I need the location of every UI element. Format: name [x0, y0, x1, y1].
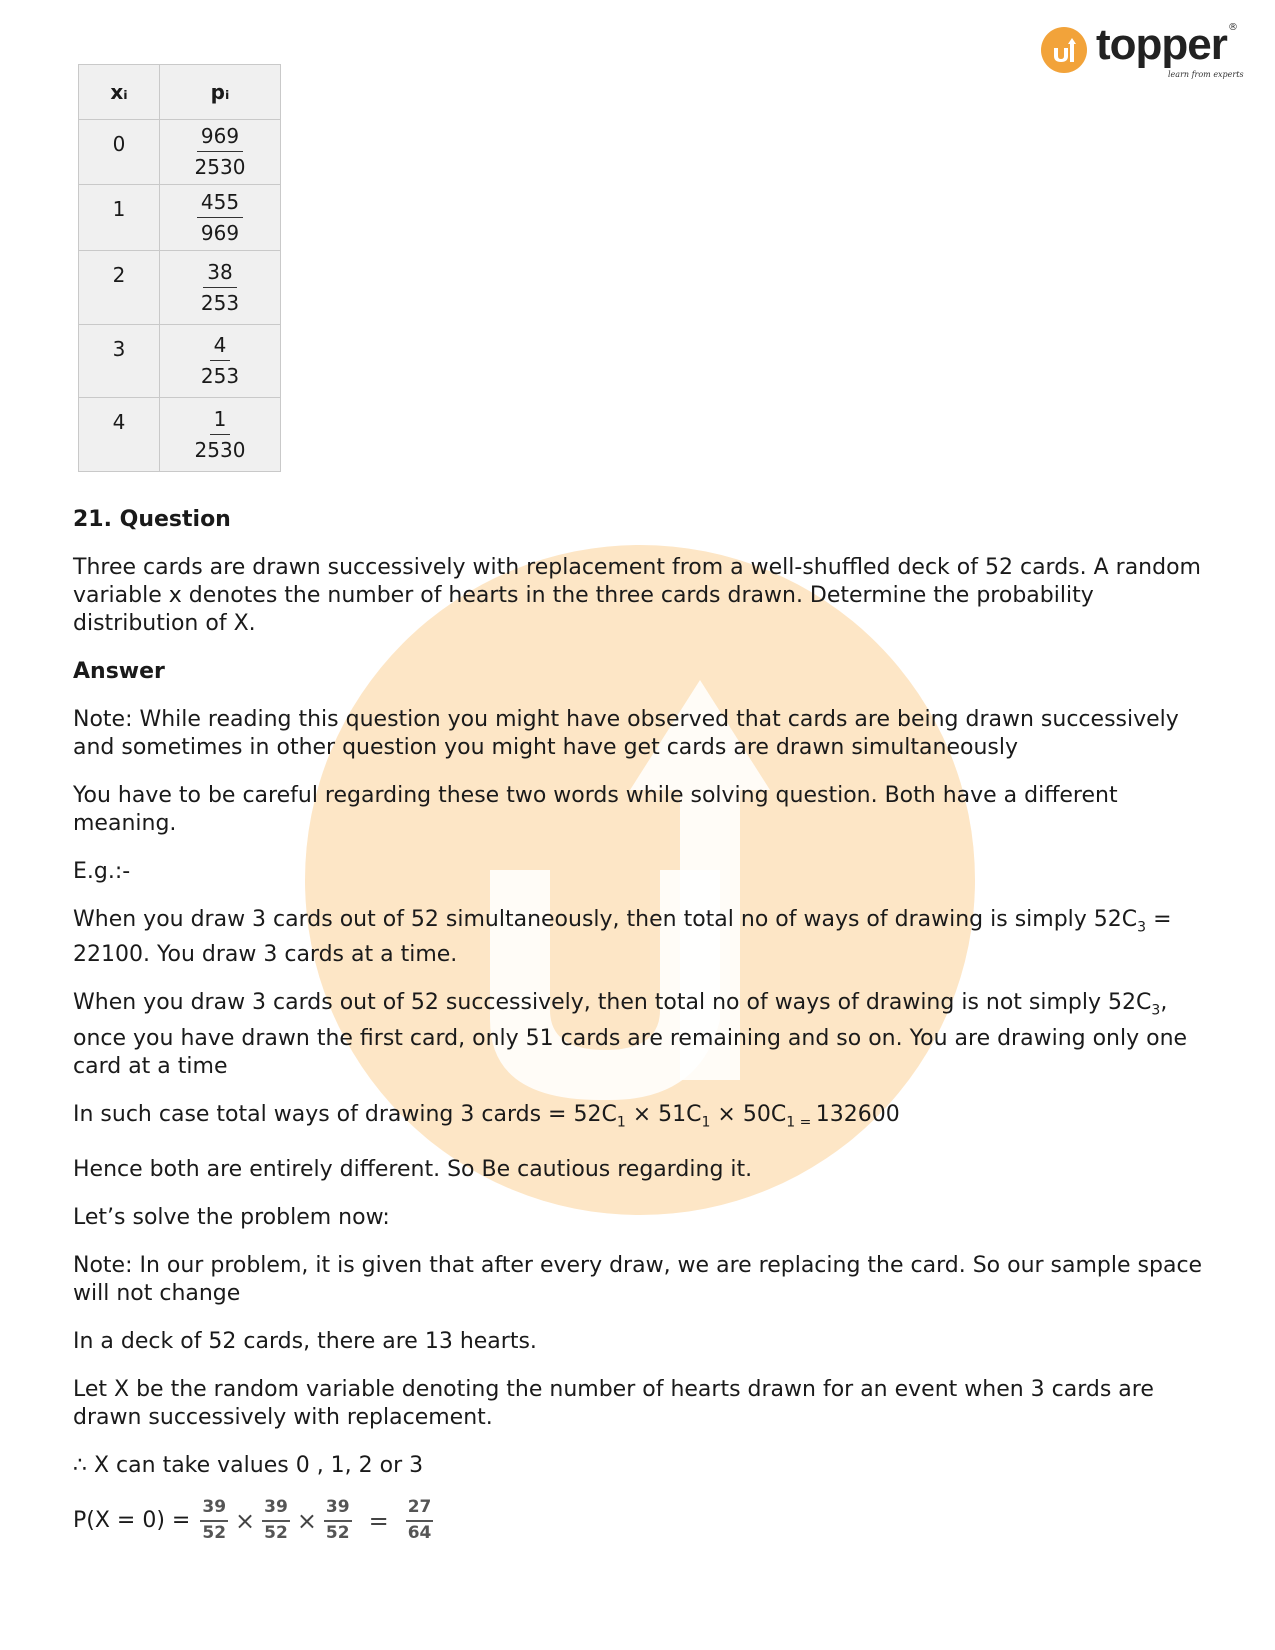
- text-span: , once you have drawn the first card, only 51 cards are remaining and so on. You are drawing only one card at a time: [73, 990, 1188, 1079]
- equals-sign: =: [368, 1506, 389, 1535]
- answer-heading: Answer: [73, 659, 165, 684]
- deck-paragraph: In a deck of 52 cards, there are 13 hearts.: [73, 1329, 537, 1355]
- probability-table: [78, 64, 281, 472]
- denominator: 969: [200, 220, 240, 245]
- numerator: 4: [210, 333, 231, 361]
- table-row: [79, 120, 281, 185]
- document-body: [73, 506, 1203, 1546]
- cell-p: [160, 325, 281, 398]
- cell-x: 0: [79, 120, 160, 185]
- cell-p: [160, 398, 281, 472]
- table-row: [79, 398, 281, 472]
- denominator: 2530: [194, 437, 246, 462]
- numerator: 39: [324, 1496, 352, 1522]
- numerator: 39: [200, 1496, 228, 1522]
- table-header-row: [79, 65, 281, 120]
- brand-tagline: learn from experts: [1168, 70, 1244, 79]
- text-span: × 50C: [710, 1101, 787, 1127]
- lets-solve-paragraph: Let’s solve the problem now:: [73, 1205, 390, 1231]
- denominator: 253: [200, 364, 240, 388]
- denominator: 2530: [194, 155, 246, 179]
- cell-x: 3: [79, 325, 160, 398]
- denominator: 253: [200, 290, 240, 315]
- subscript: 1: [616, 1114, 626, 1131]
- denominator: 52: [325, 1522, 350, 1543]
- cell-x: 2: [79, 251, 160, 325]
- subscript: 3: [1137, 919, 1147, 936]
- text-span: When you draw 3 cards out of 52 successively, then total no of ways of drawing is not simply 52C: [73, 990, 1152, 1016]
- denominator: 52: [202, 1522, 227, 1543]
- brand-registered-mark: ®: [1228, 22, 1238, 33]
- subscript: 1: [701, 1114, 711, 1131]
- table-row: [79, 185, 281, 251]
- probability-equation: [73, 1496, 1203, 1546]
- cell-x: 4: [79, 398, 160, 472]
- cell-x: 1: [79, 185, 160, 251]
- fraction: [200, 1496, 228, 1546]
- table-row: [79, 251, 281, 325]
- times-sign: ×: [296, 1506, 317, 1535]
- denominator: 52: [264, 1522, 288, 1543]
- fraction: [195, 124, 246, 180]
- denominator: 64: [407, 1522, 432, 1543]
- text-span: 132600: [815, 1101, 900, 1127]
- text-span: × 51C: [625, 1101, 702, 1127]
- numerator: 27: [406, 1496, 434, 1522]
- header-x: xᵢ: [79, 65, 160, 120]
- fraction: [197, 190, 243, 246]
- random-variable-paragraph: Let X be the random variable denoting the number of hearts drawn for an event when 3 cards are drawn successively with replacement.: [73, 1377, 1154, 1431]
- hence-paragraph: Hence both are entirely different. So Be cautious regarding it.: [73, 1157, 753, 1183]
- fraction: [324, 1496, 352, 1546]
- fraction: [201, 260, 239, 316]
- cell-p: [160, 120, 281, 185]
- cell-p: [160, 251, 281, 325]
- total-ways-paragraph: [73, 1101, 1203, 1136]
- fraction: [262, 1496, 290, 1546]
- brand-logo-icon: [1040, 26, 1088, 74]
- numerator: 1: [210, 407, 231, 435]
- text-span: = 22100. You draw 3 cards at a time.: [73, 907, 1172, 968]
- fraction: [201, 333, 239, 389]
- numerator: 455: [197, 190, 243, 218]
- result-fraction: [406, 1496, 434, 1546]
- cell-p: [160, 185, 281, 251]
- text-span: In such case total ways of drawing 3 cards = 52C: [73, 1101, 617, 1127]
- note-paragraph: Note: While reading this question you might have observed that cards are being drawn successively and sometimes in other question you might have get cards are drawn simultaneously: [73, 707, 1179, 760]
- careful-paragraph: You have to be careful regarding these two words while solving question. Both have a different meaning.: [73, 783, 1118, 836]
- numerator: 39: [262, 1496, 290, 1522]
- subscript: =: [795, 1114, 816, 1131]
- numerator: 969: [197, 124, 243, 152]
- fraction: [195, 407, 246, 463]
- numerator: 38: [203, 260, 236, 288]
- values-paragraph: ∴ X can take values 0 , 1, 2 or 3: [73, 1453, 424, 1479]
- text-span: When you draw 3 cards out of 52 simultaneously, then total no of ways of drawing is simply 52C: [73, 907, 1138, 932]
- simultaneous-paragraph: [73, 906, 1203, 969]
- brand-logo: [1040, 20, 1245, 82]
- subscript: 1: [786, 1114, 796, 1131]
- table-row: [79, 325, 281, 398]
- question-text: Three cards are drawn successively with replacement from a well-shuffled deck of 52 cards. A random variable x denotes the number of hearts in the three cards drawn. Determine the probability distribution of X.: [73, 555, 1201, 636]
- example-label: E.g.:-: [73, 859, 131, 884]
- equation-lhs: P(X = 0) =: [73, 1507, 191, 1533]
- header-p: pᵢ: [160, 65, 281, 120]
- question-heading: 21. Question: [73, 507, 231, 532]
- note-replacement-paragraph: Note: In our problem, it is given that after every draw, we are replacing the card. So our sample space will not change: [73, 1253, 1203, 1307]
- brand-name: topper: [1096, 20, 1227, 69]
- subscript: 3: [1151, 1002, 1161, 1019]
- successive-paragraph: [73, 989, 1203, 1080]
- times-sign: ×: [235, 1506, 256, 1535]
